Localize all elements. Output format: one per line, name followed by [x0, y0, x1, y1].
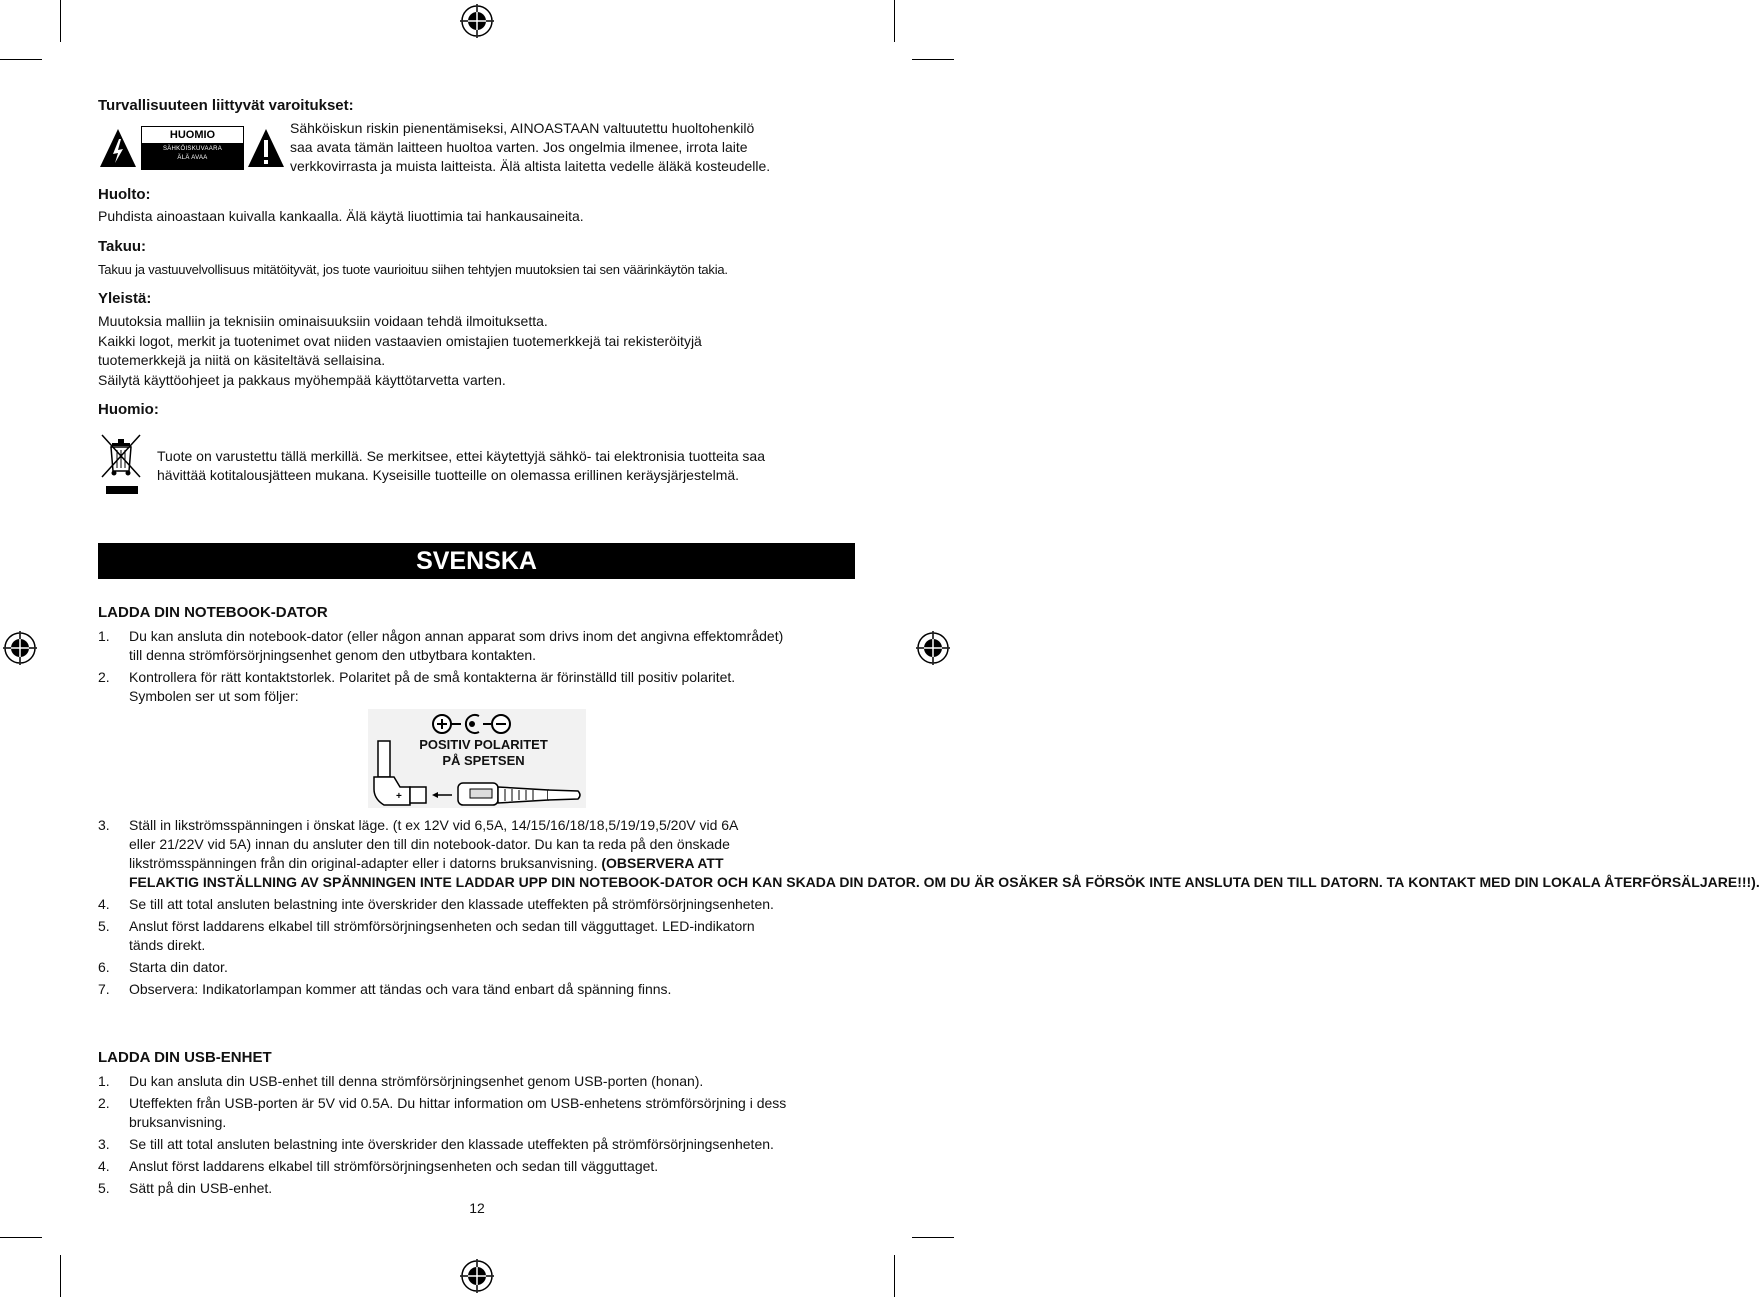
crop-mark — [912, 1237, 954, 1238]
list-item — [98, 1072, 786, 1091]
warning-bold-line: KAN SKADA DIN DATOR. OM DU ÄR OSÄKER SÅ FÖRSÖK INTE ANSLUTA DEN TILL DATORN. TA — [752, 874, 1405, 890]
registration-mark-icon — [460, 4, 494, 38]
weee-line: Tuote on varustettu tällä merkillä. Se merkitsee, ettei käytettyjä sähkö- tai elektronisia tuotteita saa — [157, 448, 765, 464]
registration-mark-icon — [916, 631, 950, 665]
general-line: Muutoksia malliin ja teknisiin ominaisuuksiin voidaan tehdä ilmoituksetta. — [98, 313, 548, 329]
list-line: Anslut först laddarens elkabel till strömförsörjningsenheten och sedan till vägguttaget. — [129, 1158, 659, 1174]
caution-sub2: ÄLÄ AVAA — [177, 155, 208, 161]
general-heading: Yleistä: — [98, 290, 152, 307]
general-line: Kaikki logot, merkit ja tuotenimet ovat niiden vastaavien omistajien tuotemerkkejä tai rekisteröityjä — [98, 332, 702, 349]
polarity-label-2: PÅ SPETSEN — [442, 753, 525, 768]
maintenance-heading: Huolto: — [98, 186, 151, 203]
list-item — [98, 980, 1760, 999]
lightning-warning-icon — [99, 127, 137, 169]
safety-text — [290, 119, 770, 176]
list-line: Du kan ansluta din notebook-dator (eller någon annan apparat som drivs inom det angivna effektområdet) — [129, 628, 784, 644]
warranty-text: Takuu ja vastuuvelvollisuus mitätöityvät, jos tuote vaurioituu siihen tehtyjen muutoksien tai sen väärinkäytön takia. — [98, 262, 728, 277]
crop-mark — [60, 0, 61, 42]
general-line: Säilytä käyttöohjeet ja pakkaus myöhempää käyttötarvetta varten. — [98, 371, 506, 388]
list-line: till denna strömförsörjningsenhet genom den utbytbara kontakten. — [129, 647, 537, 663]
warning-bold-text: (OBSERVERA ATT — [601, 855, 724, 871]
list-line: Se till att total ansluten belastning inte överskrider den klassade uteffekten på strömförsörjningsenheten. — [129, 896, 774, 912]
polarity-label-1: POSITIV POLARITET — [419, 737, 548, 752]
registration-mark-icon — [3, 631, 37, 665]
crop-mark — [894, 0, 895, 42]
notebook-list-part1 — [98, 627, 783, 709]
list-item — [98, 958, 1760, 977]
weee-crossed-bin-icon — [100, 433, 144, 495]
safety-line: verkkovirrasta ja muista laitteista. Älä altista laitetta vedelle äläkä kosteudelle. — [290, 158, 771, 174]
list-number: 5. — [98, 918, 110, 934]
list-line: Sätt på din USB-enhet. — [129, 1180, 273, 1196]
polarity-symbol-icon — [431, 713, 513, 735]
list-item — [98, 668, 783, 706]
list-line: Se till att total ansluten belastning inte överskrider den klassade uteffekten på strömförsörjningsenheten. — [129, 1136, 774, 1152]
page-number: 12 — [469, 1200, 485, 1216]
list-number: 6. — [98, 959, 110, 975]
list-item — [98, 917, 1760, 955]
list-line: tänds direkt. — [129, 937, 206, 953]
notebook-heading: LADDA DIN NOTEBOOK-DATOR — [98, 604, 328, 621]
list-number: 4. — [98, 1158, 110, 1174]
svg-text:+: + — [396, 791, 402, 802]
warranty-heading: Takuu: — [98, 238, 147, 255]
safety-line: saa avata tämän laitteen huoltoa varten. Jos ongelmia ilmenee, irrota laite — [290, 139, 748, 155]
warning-bold-line: FELAKTIG INSTÄLLNING AV SPÄNNINGEN INTE LADDAR UPP DIN NOTEBOOK-DATOR OCH — [129, 874, 749, 890]
weee-text — [157, 447, 765, 485]
list-line: Ställ in likströmsspänningen i önskat läge. (t ex 12V vid 6,5A, 14/15/16/18/18,5/19/19,5/20V vid 6A — [129, 817, 739, 833]
connector-plug-icon — [370, 737, 584, 807]
maintenance-text: Puhdista ainoastaan kuivalla kankaalla. Älä käytä liuottimia tai hankausaineita. — [98, 208, 584, 224]
caution-label-box — [141, 126, 244, 170]
safety-heading: Turvallisuuteen liittyvät varoitukset: — [98, 97, 354, 114]
list-line: bruksanvisning. — [129, 1114, 227, 1130]
list-line-text: likströmsspänningen från din original-adapter eller i datorns bruksanvisning. — [129, 855, 598, 871]
list-line: Starta din dator. — [129, 959, 228, 975]
note-heading: Huomio: — [98, 401, 159, 418]
warning-bold-line: KONTAKT MED DIN LOKALA ÅTERFÖRSÄLJARE!!!). — [1408, 874, 1760, 890]
usb-list — [98, 1072, 786, 1201]
list-line: Kontrollera för rätt kontaktstorlek. Polaritet på de små kontakterna är förinställd till positiv polaritet. — [129, 669, 736, 685]
list-number: 1. — [98, 628, 110, 644]
list-line: Anslut först laddarens elkabel till strömförsörjningsenheten och sedan till vägguttaget. LED-indikatorn — [129, 918, 755, 934]
list-item — [98, 1094, 786, 1132]
crop-mark — [60, 1255, 61, 1297]
list-item — [98, 627, 783, 665]
usb-heading: LADDA DIN USB-ENHET — [98, 1049, 272, 1066]
list-line-mixed — [129, 854, 1760, 873]
safety-line: Sähköiskun riskin pienentämiseksi, AINOASTAAN valtuutettu huoltohenkilö — [290, 120, 755, 136]
list-number: 1. — [98, 1073, 110, 1089]
list-item — [98, 1135, 786, 1154]
list-number: 3. — [98, 817, 110, 833]
list-line: Du kan ansluta din USB-enhet till denna strömförsörjningsenhet genom USB-porten (honan). — [129, 1073, 704, 1089]
crop-mark — [0, 1237, 42, 1238]
list-number: 5. — [98, 1180, 110, 1196]
registration-mark-icon — [460, 1259, 494, 1293]
list-line: eller 21/22V vid 5A) innan du ansluter den till din notebook-dator. Du kan ta reda på den önskade — [129, 836, 730, 852]
crop-mark — [0, 59, 42, 60]
general-text — [98, 312, 702, 390]
crop-mark — [912, 59, 954, 60]
list-item — [98, 1179, 786, 1198]
general-line: tuotemerkkejä ja niitä on käsiteltävä sellaisina. — [98, 352, 386, 368]
exclamation-warning-icon — [247, 127, 285, 169]
list-number: 2. — [98, 1095, 110, 1111]
list-line: Uteffekten från USB-porten är 5V vid 0.5A. Du hittar information om USB-enhetens strömförsörjning i dess — [129, 1095, 787, 1111]
language-banner: SVENSKA — [98, 543, 855, 579]
notebook-list-part2 — [98, 816, 1760, 1002]
list-number: 2. — [98, 669, 110, 685]
caution-sub1: SÄHKÖISKUVAARA — [162, 146, 223, 152]
list-item — [98, 1157, 786, 1176]
crop-mark — [894, 1255, 895, 1297]
list-item — [98, 816, 1760, 892]
list-line: Symbolen ser ut som följer: — [129, 688, 299, 704]
list-number: 7. — [98, 981, 110, 997]
list-line: Observera: Indikatorlampan kommer att tändas och vara tänd enbart då spänning finns. — [129, 981, 672, 997]
caution-label: HUOMIO — [142, 127, 243, 143]
list-number: 4. — [98, 896, 110, 912]
polarity-diagram — [368, 709, 586, 808]
list-number: 3. — [98, 1136, 110, 1152]
list-item — [98, 895, 1760, 914]
weee-line: hävittää kotitalousjätteen mukana. Kyseisille tuotteille on olemassa erillinen keräysjärjestelmä. — [157, 467, 740, 483]
